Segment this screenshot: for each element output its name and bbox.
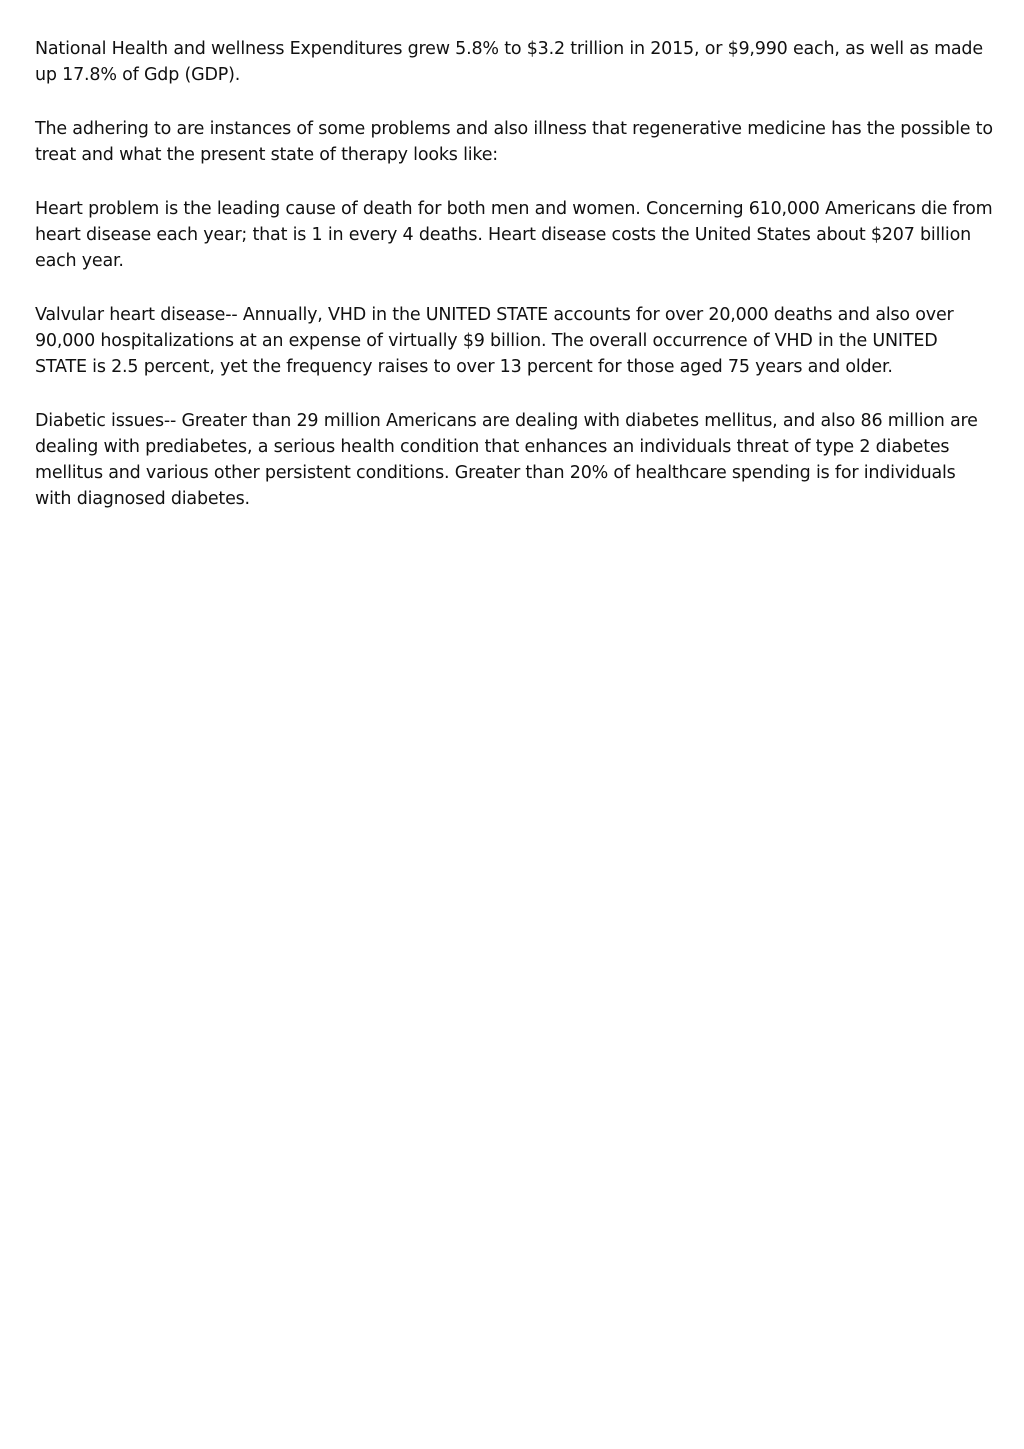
paragraph-regenerative-medicine-intro: The adhering to are instances of some problems and also illness that regenerative medicine has the possible to treat and what the present state of therapy looks like: — [35, 119, 993, 165]
paragraph-valvular-heart-disease: Valvular heart disease-- Annually, VHD in the UNITED STATE accounts for over 20,000 deaths and also over 90,000 hospitalizations at an expense of virtually $9 billion. The overall occurrence of VHD in the UNITED STATE is 2.5 percent, yet the frequency raises to over 13 percent for those aged 75 years and older. — [35, 305, 954, 377]
paragraph-diabetes: Diabetic issues-- Greater than 29 million Americans are dealing with diabetes mellitus, and also 86 million are dealing with prediabetes, a serious health condition that enhances an individuals threat of type 2 diabetes mellitus and various other persistent conditions. Greater than 20% of healthcare spending is for individuals with diagnosed diabetes. — [35, 411, 978, 509]
document-body — [35, 36, 993, 540]
paragraph-heart-disease: Heart problem is the leading cause of death for both men and women. Concerning 610,000 Americans die from heart disease each year; that is 1 in every 4 deaths. Heart disease costs the United States about $207 billion each year. — [35, 199, 993, 271]
paragraph-health-expenditures: National Health and wellness Expenditures grew 5.8% to $3.2 trillion in 2015, or $9,990 each, as well as made up 17.8% of Gdp (GDP). — [35, 39, 983, 85]
